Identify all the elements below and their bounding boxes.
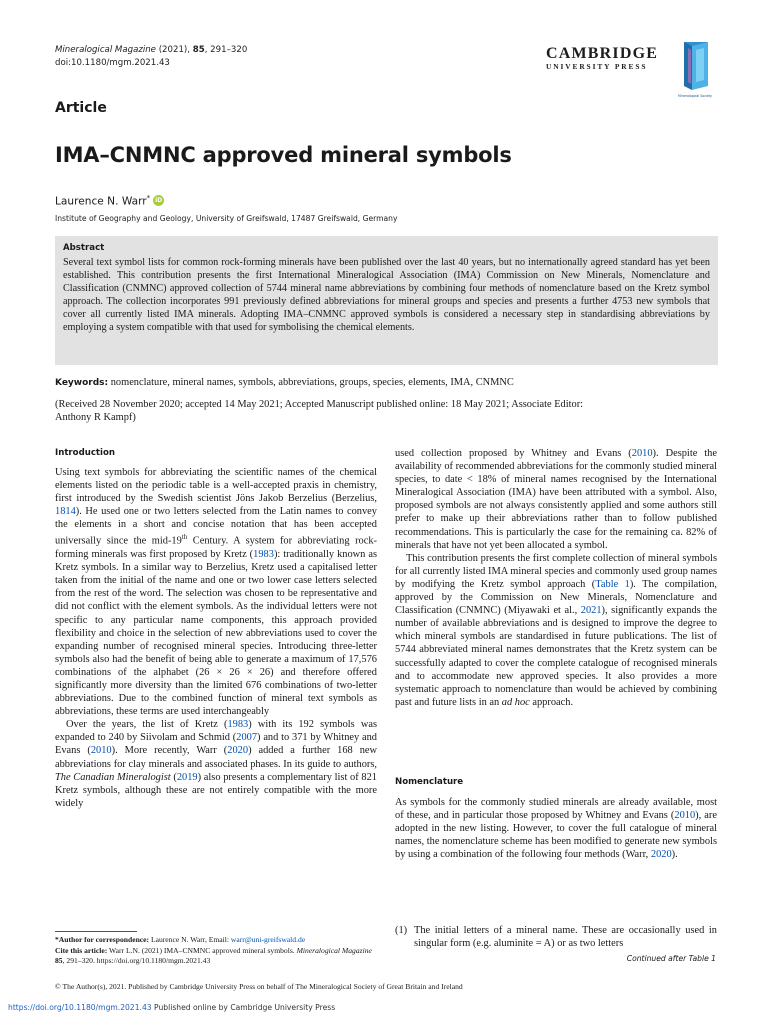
reference-link[interactable]: 2010 <box>631 448 653 459</box>
text-run: ): traditionally known as Kretz symbols. In a similar way to Berzelius, Kretz used a capitalised letter taken from the initial of the name and one or two lower case letters selected from the rest of the word. The selection was chosen to be representative and did not conflict with the element symbols. As the individual letters were not specific to any particular name components, this approach provided flexibility and choice in the selection of new abbreviations used to cover the expanding number of recognised mineral species. Introducing three-letter symbols also had the benefit of being able to generate a maximum of 17,576 combinations of the alphabet (26 × 26 × 26) and therefore offered significantly more diversity than the limited 676 combinations of two-letter abbreviations. Due to the combined function of mineral text symbols as abbreviations, these terms are used interchangeably <box>55 549 377 718</box>
journal-name: Mineralogical Magazine <box>55 45 156 55</box>
abstract-heading: Abstract <box>63 243 105 253</box>
superscript: th <box>181 533 188 542</box>
article-type-label: Article <box>55 100 107 116</box>
text-run: ). More recently, Warr ( <box>111 745 228 757</box>
list-text: The initial letters of a mineral name. These are occasionally used in singular form (e.g. aluminite = A) or as two letters <box>414 925 717 950</box>
right-column <box>395 447 717 709</box>
reference-link[interactable]: 2020 <box>650 849 672 861</box>
citation-note <box>55 946 377 967</box>
keywords-text: nomenclature, mineral names, symbols, abbreviations, groups, species, elements, IMA, CNMNC <box>108 377 514 388</box>
text-run: Using text symbols for abbreviating the scientific names of the chemical elements listed on the periodic table is a well-accepted praxis in chemistry, first introduced by the Swedish scientist Jöns Jakob Berzelius (Berzelius, <box>55 467 377 505</box>
author-name[interactable]: Laurence N. Warr <box>55 195 147 208</box>
reference-link[interactable]: 1983 <box>253 549 274 561</box>
method-list-item-1 <box>395 924 717 950</box>
text-run: approach. <box>529 696 574 708</box>
cambridge-logo[interactable] <box>546 46 672 72</box>
intro-paragraph-1 <box>55 466 377 718</box>
affiliation: Institute of Geography and Geology, University of Greifswald, 17487 Greifswald, Germany <box>55 214 398 223</box>
text-run: ). <box>671 849 678 861</box>
text-run: Century. A system for abbreviating rock-forming minerals was first proposed by Kretz ( <box>55 535 377 561</box>
author-line <box>55 194 164 208</box>
reference-link[interactable]: 2021 <box>580 605 602 617</box>
reference-link[interactable]: 2020 <box>227 745 249 757</box>
text-run: ). The compilation, approved by the Commission on New Minerals, Nomenclature and Classification (CNMNC) (Miyawaki et al., <box>395 578 717 617</box>
italic-text: The Canadian Mineralogist <box>55 771 171 783</box>
nomenclature-paragraph-1 <box>395 796 717 861</box>
text-run: This contribution presents the first complete collection of mineral symbols for all currently listed IMA mineral species and commonly used group names by modifying the Kretz symbol approach ( <box>395 552 717 590</box>
list-number: (1) <box>395 925 408 936</box>
text-run: used collection proposed by Whitney and Evans ( <box>395 448 632 459</box>
text-run: ). Despite the availability of recommended abbreviations for the commonly studied mineral species, to date < 18% of mineral names recognised by the International Mineralogical Association (IMA) have been attributed with a symbol. Also, proposed symbols are not always consistently applied and some authors still prefer to make up their abbreviations rather than to follow published recommendations. This is particularly the case for the remaining ca. 82% of minerals that have not yet been allocated a symbol. <box>395 448 718 551</box>
text-run: As symbols for the commonly studied minerals are already available, most of these, and in particular those proposed by Whitney and Evans ( <box>395 797 717 822</box>
right-paragraph-2 <box>395 552 717 709</box>
copyright-line: © The Author(s), 2021. Published by Cambridge University Press on behalf of The Mineralogical Society of Great Britain and Ireland <box>55 982 463 991</box>
text-run: Over the years, the list of Kretz ( <box>66 719 228 731</box>
citation-label: Cite this article: <box>55 945 108 955</box>
footnotes <box>55 935 377 967</box>
abstract-box <box>55 236 718 365</box>
reference-link[interactable]: 2019 <box>176 771 198 783</box>
text-run: ( <box>170 771 177 783</box>
journal-volume: 85 <box>192 45 205 55</box>
journal-pages: , 291–320 <box>204 45 248 55</box>
section-heading-nomenclature: Nomenclature <box>395 777 464 787</box>
left-column <box>55 466 377 810</box>
italic-text: ad hoc <box>501 696 530 708</box>
keywords <box>55 377 514 388</box>
text-run: ). He used one or two letters selected from the Latin names to convey the elements in a short and concise notation that has been accepted universally since the mid-19 <box>55 506 377 547</box>
citation-journal: Mineralogical Magazine <box>296 945 372 955</box>
cambridge-logo-big: CAMBRIDGE <box>546 45 659 62</box>
right-paragraph-1 <box>395 447 717 552</box>
text-run: ) with its 192 symbols was expanded to 240 by Siivolam and Schmid ( <box>55 719 377 744</box>
doi-link[interactable]: https://doi.org/10.1180/mgm.2021.43 <box>8 1003 152 1012</box>
text-run: , 291–320. https://doi.org/10.1180/mgm.2021.43 <box>62 956 211 966</box>
section-heading-introduction: Introduction <box>55 448 116 458</box>
journal-year: (2021), <box>155 45 193 55</box>
journal-header <box>55 44 247 70</box>
cambridge-logo-small: UNIVERSITY PRESS <box>546 62 648 71</box>
correspondence-note <box>55 935 377 946</box>
journal-cover-icon[interactable] <box>678 40 712 102</box>
intro-paragraph-2 <box>55 718 377 810</box>
footnote-divider <box>55 931 137 932</box>
orcid-icon[interactable]: iD <box>155 197 163 205</box>
cover-label: Mineralogical Society <box>678 94 712 98</box>
text-run: ) and to 371 by Whitney and Evans ( <box>55 732 378 757</box>
nomenclature-paragraph <box>395 796 717 861</box>
journal-doi[interactable]: doi:10.1180/mgm.2021.43 <box>55 58 170 68</box>
text-run: ), are adopted in the new listing. However, to cover the full catalogue of mineral names, the nomenclature scheme has been modified to generate new symbols by using a combination of the following four methods (Warr, <box>395 810 717 861</box>
continued-note: Continued after Table 1 <box>626 954 716 963</box>
reference-link[interactable]: 1983 <box>227 719 249 731</box>
reference-link[interactable]: 2010 <box>674 810 696 822</box>
author-mark: * <box>146 194 151 202</box>
text-run: ) also presents a complementary list of 821 Kretz symbols, although these are not entirely compatible with the more widely <box>55 771 377 809</box>
text-run: ), significantly expands the number of available abbreviations and is designed to improve the degree to which mineral symbols are standardised in future publications. The list of 5744 abbreviated mineral names demonstrates that the Kretz system can be successfully adapted to cover the complete catalogue of recognised minerals and to accommodate new approved species. It also provides a more systematic approach to nomenclature than would be achieved by combining past and future lists in an <box>395 605 717 708</box>
citation-volume: 85 <box>55 956 63 966</box>
reference-link[interactable]: 2007 <box>236 732 258 744</box>
keywords-label: Keywords: <box>55 378 109 388</box>
reference-link[interactable]: 1814 <box>55 506 76 518</box>
article-title: IMA–CNMNC approved mineral symbols <box>55 143 512 167</box>
table-link[interactable]: Table 1 <box>595 578 630 590</box>
abstract-text: Several text symbol lists for common rock-forming minerals have been published over the last 40 years, but no internationally agreed standard has yet been established. This contribution presents the first International Mineralogical Association (IMA) Commission on New Minerals, Nomenclature and Classification (CNMNC) approved collection of 5744 mineral name abbreviations by combining four methods of nomenclature based on the Kretz symbol approach. The collection incorporates 991 previously defined abbreviations for mineral groups and species and presents a further 4753 new symbols that cover all currently listed IMA minerals. Adopting IMA–CNMNC approved symbols is considered a necessary step in standardising abbreviations by employing a system compatible with that used for symbolising the chemical elements. <box>63 257 710 334</box>
text-run: ) added a further 168 new abbreviations for clay minerals and associated phases. In its guide to authors, <box>55 745 378 770</box>
bottom-bar <box>8 1003 335 1012</box>
correspondence-label: *Author for correspondence: <box>55 935 150 944</box>
text-run: Laurence N. Warr, Email: <box>149 935 231 944</box>
email-link[interactable]: warr@uni-greifswald.de <box>230 935 306 944</box>
published-online: Published online by Cambridge University Press <box>151 1003 336 1012</box>
received-dates: (Received 28 November 2020; accepted 14 May 2021; Accepted Manuscript published online: 18 May 2021; Associate Editor: Anthony R Kampf) <box>55 399 584 424</box>
text-run: Warr L.N. (2021) IMA–CNMNC approved mineral symbols. <box>107 945 297 955</box>
reference-link[interactable]: 2010 <box>90 745 112 757</box>
